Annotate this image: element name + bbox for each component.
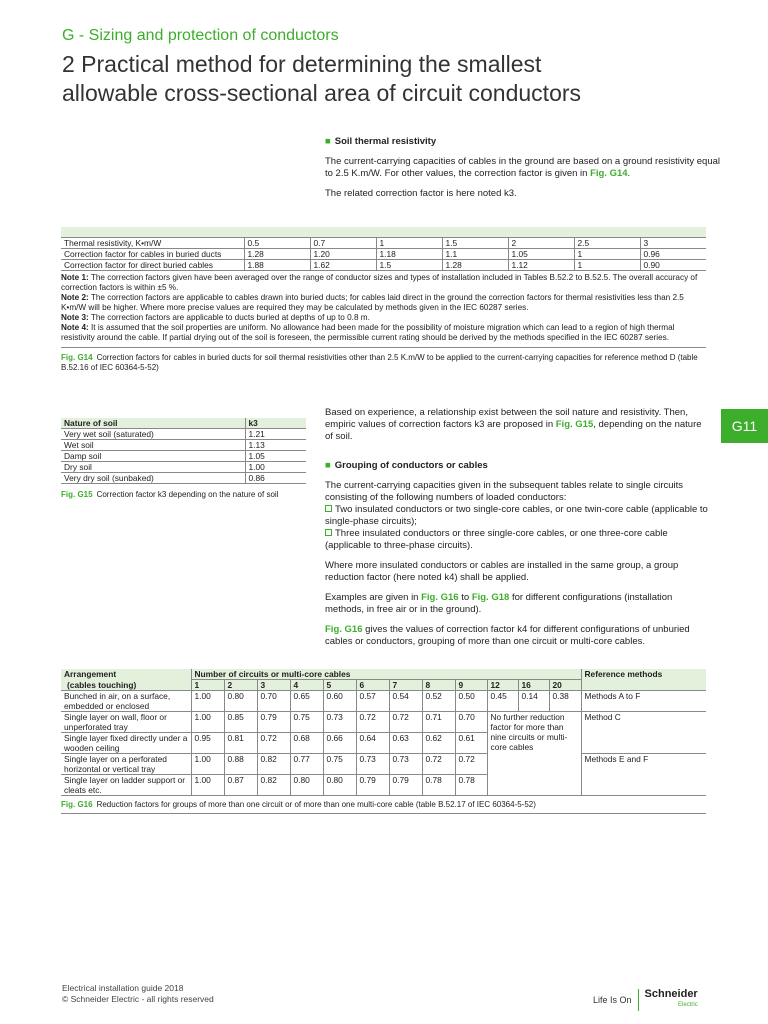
factor-value-cell: 0.14	[518, 691, 549, 712]
soil-type-cell: Very wet soil (saturated)	[61, 429, 245, 440]
life-is-on-tagline: Life Is On	[593, 995, 632, 1005]
table-row	[61, 473, 306, 484]
chapter-title: G - Sizing and protection of conductors	[62, 27, 339, 44]
soil-type-cell: Damp soil	[61, 451, 245, 462]
factor-value-cell: 0.70	[455, 712, 487, 733]
factor-value-cell: 0.63	[389, 733, 422, 754]
factor-value-cell: 0.78	[422, 775, 455, 796]
column-count-header: 8	[422, 680, 455, 691]
factor-value-cell: 0.73	[356, 754, 389, 775]
factor-value-cell: 0.95	[191, 733, 224, 754]
checkbox-bullet-icon	[325, 505, 332, 512]
value-cell: 1.88	[244, 259, 310, 270]
column-count-header: 20	[549, 680, 581, 691]
table-g14-block	[61, 227, 706, 373]
fig-g16-link[interactable]: Fig. G16	[421, 592, 459, 603]
reference-method-cell	[581, 733, 706, 754]
row-label-cell: Correction factor for direct buried cables	[61, 259, 244, 270]
header-nature-of-soil: Nature of soil	[61, 418, 245, 429]
factor-value-cell: 0.72	[389, 712, 422, 733]
factor-value-cell: 0.54	[389, 691, 422, 712]
page-tab-g11: G11	[721, 409, 768, 443]
value-cell: 1.18	[376, 248, 442, 259]
fig-g16-link[interactable]: Fig. G16	[325, 624, 363, 635]
arrangement-cell: Single layer on ladder support or cleats etc.	[61, 775, 191, 796]
factor-value-cell: 0.72	[257, 733, 290, 754]
grouping-paragraph-2: Where more insulated conductors or cables are installed in the same group, a group reduction factor (here noted k4) shall be applied.	[325, 560, 679, 583]
header-reference-methods: Reference methods	[581, 669, 706, 680]
header-k3: k3	[245, 418, 306, 429]
table-g16	[61, 669, 706, 796]
factor-value-cell: 0.38	[549, 691, 581, 712]
table-row	[61, 462, 306, 473]
section-soil-thermal	[325, 136, 725, 200]
column-count-header: 7	[389, 680, 422, 691]
factor-value-cell: 0.79	[257, 712, 290, 733]
value-cell: 1.20	[310, 248, 376, 259]
factor-value-cell: 0.80	[290, 775, 323, 796]
factor-value-cell: 0.57	[356, 691, 389, 712]
table-row	[61, 733, 706, 754]
factor-value-cell: 0.75	[323, 754, 356, 775]
table-note: Note 1: The correction factors given have been averaged over the range of conductor sizes and types of installation included in Tables B.52.2 to B.52.5. The overall accuracy of correction factors is within ±5 %.	[61, 272, 698, 292]
table-row	[61, 429, 306, 440]
value-cell: 3	[640, 237, 706, 248]
reference-method-cell	[581, 775, 706, 796]
page-title	[62, 50, 722, 108]
column-count-header: 3	[257, 680, 290, 691]
factor-value-cell: 1.00	[191, 754, 224, 775]
fig-g15-caption: Fig. G15 Correction factor k3 depending on the nature of soil	[61, 490, 279, 499]
value-cell: 1.5	[376, 259, 442, 270]
k3-value-cell: 1.05	[245, 451, 306, 462]
factor-value-cell: 0.79	[356, 775, 389, 796]
k3-value-cell: 0.86	[245, 473, 306, 484]
grouping-list-item-2: Three insulated conductors or three single-core cables, or one three-core cable (applicable to three-phase circuits).	[325, 528, 668, 551]
factor-value-cell: 0.88	[224, 754, 257, 775]
factor-value-cell: 0.80	[224, 691, 257, 712]
square-bullet-icon: ■	[325, 460, 331, 471]
grouping-paragraph-3: Examples are given in Fig. G16 to Fig. G18 for different configurations (installation methods, in free air or in the ground).	[325, 592, 673, 615]
row-label-cell: Thermal resistivity, K•m/W	[61, 237, 244, 248]
k3-value-cell: 1.00	[245, 462, 306, 473]
value-cell: 1	[574, 259, 640, 270]
factor-value-cell: 0.73	[323, 712, 356, 733]
table-row	[61, 248, 706, 259]
value-cell: 1.1	[442, 248, 508, 259]
factor-value-cell: 0.68	[290, 733, 323, 754]
value-cell: 1.28	[244, 248, 310, 259]
column-count-header: 6	[356, 680, 389, 691]
section-heading-soil: ■ Soil thermal resistivity	[325, 136, 437, 147]
table-row	[61, 712, 706, 733]
factor-value-cell: 0.52	[422, 691, 455, 712]
fig-g16-caption: Fig. G16 Reduction factors for groups of more than one circuit or of more than one multi-core cable (table B.52.17 of IEC 60364-5-52)	[61, 800, 536, 809]
k3-value-cell: 1.21	[245, 429, 306, 440]
factor-value-cell: 0.72	[356, 712, 389, 733]
arrangement-cell: Single layer on a perforated horizontal or vertical tray	[61, 754, 191, 775]
schneider-logo: Schneider Electric	[644, 988, 698, 1008]
factor-value-cell: 0.60	[323, 691, 356, 712]
grouping-paragraph-4: Fig. G16 gives the values of correction factor k4 for different configurations of unburied cables or conductors, grouping of more than one circuit or multi-core cables.	[325, 624, 690, 647]
k3-value-cell: 1.13	[245, 440, 306, 451]
arrangement-cell: Single layer fixed directly under a wooden ceiling	[61, 733, 191, 754]
table-g14-notes	[61, 273, 706, 343]
factor-value-cell: 0.50	[455, 691, 487, 712]
table-note: Note 2: The correction factors are applicable to cables drawn into buried ducts; for cables laid direct in the ground the correction factors for thermal resistivities less than 2.5 K•m/W will be higher. Where more precise values are required they may be calculated by methods given in the IEC 60287 series.	[61, 292, 684, 312]
factor-value-cell: 1.00	[191, 691, 224, 712]
factor-value-cell: 0.85	[224, 712, 257, 733]
column-count-header: 12	[487, 680, 518, 691]
value-cell: 1.05	[508, 248, 574, 259]
table-row	[61, 451, 306, 462]
column-count-header: 16	[518, 680, 549, 691]
soil-type-cell: Dry soil	[61, 462, 245, 473]
fig-g14-link[interactable]: Fig. G14	[590, 168, 628, 179]
factor-value-cell: 0.61	[455, 733, 487, 754]
table-row	[61, 691, 706, 712]
column-count-header: 5	[323, 680, 356, 691]
value-cell: 0.7	[310, 237, 376, 248]
factor-value-cell: 0.62	[422, 733, 455, 754]
factor-value-cell: 0.64	[356, 733, 389, 754]
table-g16-header-1	[61, 669, 706, 680]
table-g16-block	[61, 669, 706, 814]
value-cell: 2.5	[574, 237, 640, 248]
footer-guide-title: Electrical installation guide 2018	[62, 983, 184, 993]
column-count-header: 2	[224, 680, 257, 691]
checkbox-bullet-icon	[325, 529, 332, 536]
table-row	[61, 440, 306, 451]
header-arrangement: Arrangement	[61, 669, 191, 680]
table-row	[61, 754, 706, 775]
brand-divider	[638, 989, 639, 1011]
value-cell: 0.90	[640, 259, 706, 270]
page-title-line2: allowable cross-sectional area of circuit conductors	[62, 80, 582, 106]
factor-value-cell: 0.80	[323, 775, 356, 796]
factor-value-cell: 0.79	[389, 775, 422, 796]
column-count-header: 1	[191, 680, 224, 691]
value-cell: 0.96	[640, 248, 706, 259]
grouping-paragraph-1: The current-carrying capacities given in the subsequent tables relate to single circuits consisting of the following numbers of loaded conductors:	[325, 480, 684, 503]
factor-value-cell: 0.82	[257, 775, 290, 796]
soil-paragraph-1: The current-carrying capacities of cables in the ground are based on a ground resistivity equal to 2.5 K.m/W. For other values, the correction factor is given in Fig. G14.	[325, 156, 720, 179]
factor-value-cell: 0.65	[290, 691, 323, 712]
column-count-header: 9	[455, 680, 487, 691]
factor-value-cell: 0.66	[323, 733, 356, 754]
brand-logo	[593, 989, 698, 1011]
reference-method-cell: Methods A to F	[581, 691, 706, 712]
header-arrangement-sub: (cables touching)	[61, 680, 191, 691]
reference-method-cell: Methods E and F	[581, 754, 706, 775]
factor-value-cell: 0.73	[389, 754, 422, 775]
factor-value-cell: 0.72	[455, 754, 487, 775]
value-cell: 1.12	[508, 259, 574, 270]
factor-value-cell: 0.82	[257, 754, 290, 775]
value-cell: 1	[574, 248, 640, 259]
table-note: Note 4: It is assumed that the soil properties are uniform. No allowance had been made for the possibility of moisture migration which can lead to a region of high thermal resistivity around the cable. If partial drying out of the soil is foreseen, the permissible current rating should be derived by the methods specified in the IEC 60287 series.	[61, 322, 675, 342]
row-label-cell: Correction factor for cables in buried ducts	[61, 248, 244, 259]
value-cell: 2	[508, 237, 574, 248]
factor-value-cell: 0.75	[290, 712, 323, 733]
square-bullet-icon: ■	[325, 136, 331, 147]
factor-value-cell: 1.00	[191, 712, 224, 733]
section-heading-grouping: ■ Grouping of conductors or cables	[325, 460, 488, 471]
value-cell: 0.5	[244, 237, 310, 248]
column-count-header: 4	[290, 680, 323, 691]
factor-value-cell: 1.00	[191, 775, 224, 796]
factor-value-cell: 0.87	[224, 775, 257, 796]
table-g14	[61, 227, 706, 271]
value-cell: 1.28	[442, 259, 508, 270]
table-header-band	[61, 227, 706, 237]
table-g16-header-2	[61, 680, 706, 691]
factor-value-cell: 0.45	[487, 691, 518, 712]
value-cell: 1.5	[442, 237, 508, 248]
factor-value-cell: 0.70	[257, 691, 290, 712]
reference-header-spacer	[581, 680, 706, 691]
factor-value-cell: 0.71	[422, 712, 455, 733]
no-further-reduction-note: No further reduction factor for more than nine circuits or multi-core cables	[487, 712, 581, 796]
fig-g18-link[interactable]: Fig. G18	[471, 592, 510, 603]
experience-paragraph: Based on experience, a relationship exist between the soil nature and resistivity. Then, empiric values of correction factors k3 are proposed in Fig. G15, depending on the nature of soil.	[325, 407, 702, 442]
value-cell: 1.62	[310, 259, 376, 270]
arrangement-cell: Single layer on wall, floor or unperforated tray	[61, 712, 191, 733]
soil-paragraph-2: The related correction factor is here noted k3.	[325, 188, 517, 199]
soil-type-cell: Wet soil	[61, 440, 245, 451]
table-row	[61, 775, 706, 796]
value-cell: 1	[376, 237, 442, 248]
arrangement-cell: Bunched in air, on a surface, embedded or enclosed	[61, 691, 191, 712]
factor-value-cell: 0.72	[422, 754, 455, 775]
fig-g15-link[interactable]: Fig. G15	[555, 419, 594, 430]
table-g15-header	[61, 418, 306, 429]
section-grouping-column	[325, 407, 710, 648]
table-note: Note 3: The correction factors are applicable to ducts buried at depths of up to 0.8 m.	[61, 312, 370, 322]
fig-g14-caption: Fig. G14 Correction factors for cables in buried ducts for soil thermal resistivities other than 2.5 K.m/W to be applied to the current-carrying capacities for reference method D (table B.52.16 of IEC 60364-5-52)	[61, 347, 706, 373]
table-row	[61, 237, 706, 248]
table-g15-block	[61, 418, 306, 500]
table-row	[61, 259, 706, 270]
page-title-line1: 2 Practical method for determining the smallest	[62, 51, 542, 77]
header-number-of-circuits: Number of circuits or multi-core cables	[191, 669, 581, 680]
factor-value-cell: 0.81	[224, 733, 257, 754]
footer-copyright: © Schneider Electric - all rights reserved	[62, 994, 214, 1004]
reference-method-cell: Method C	[581, 712, 706, 733]
grouping-list-item-1: Two insulated conductors or two single-core cables, or one twin-core cable (applicable to single-phase circuits);	[325, 504, 708, 527]
caption-rule	[61, 813, 706, 814]
soil-type-cell: Very dry soil (sunbaked)	[61, 473, 245, 484]
factor-value-cell: 0.77	[290, 754, 323, 775]
factor-value-cell: 0.78	[455, 775, 487, 796]
table-g15	[61, 418, 306, 484]
